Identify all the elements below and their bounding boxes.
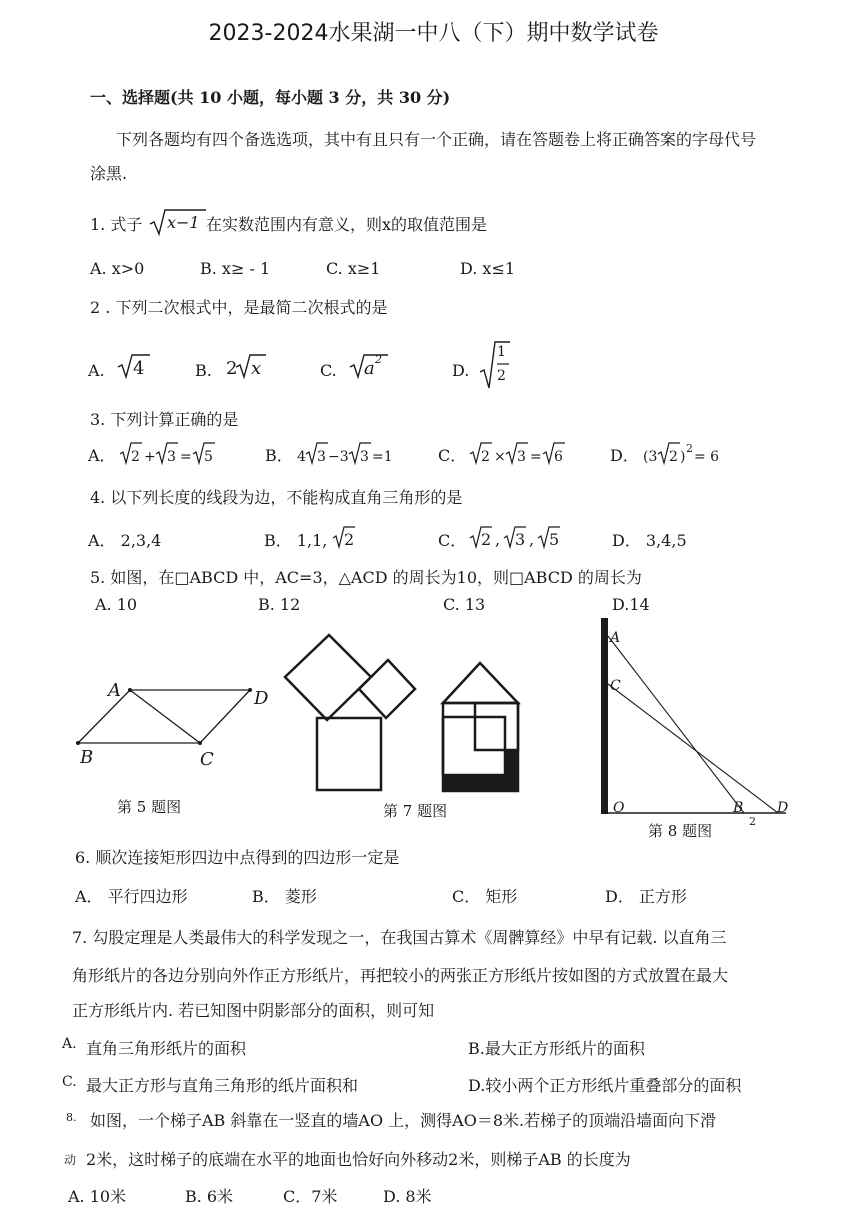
q3-d-rad: 2 [669, 449, 678, 465]
q3-stem: 3. 下列计算正确的是 [90, 410, 239, 429]
q2-label-a: A. [88, 361, 105, 380]
q3-d-exponent: 2 [686, 442, 693, 455]
q7-option-c: 最大正方形与直角三角形的纸片面积和 [86, 1076, 359, 1095]
q8-option-c: C．7米 [283, 1187, 338, 1206]
exam-title: 2023-2024水果湖一中八（下）期中数学试卷 [208, 21, 659, 46]
q4-option-a: A． 2,3,4 [88, 531, 162, 550]
house-roof [443, 663, 518, 703]
fig5-label-c: C [200, 749, 214, 770]
q2-d-numerator: 1 [497, 344, 506, 360]
q3-c-eq: = [530, 449, 542, 465]
q1-radicand: x−1 [167, 213, 200, 232]
q6-option-d: D． 正方形 [605, 887, 687, 906]
figure-7-pythagorean-squares [275, 625, 535, 825]
q2-b-radicand: x [251, 358, 262, 379]
q4-option-b-label: B． 1,1, [264, 531, 328, 550]
q8-line2: 2米，这时梯子的底端在水平的地面也恰好向外移动2米，则梯子AB 的长度为 [86, 1150, 631, 1169]
ladder-cd [608, 684, 778, 813]
fig8-label-o: O [613, 800, 625, 816]
q4-c-sep-2: , [529, 530, 535, 549]
q3-b-rad-2: 3 [360, 449, 369, 465]
q3-a-op-1: + [144, 449, 156, 465]
q7-option-a: 直角三角形纸片的面积 [86, 1039, 247, 1058]
fig8-label-d: D [777, 800, 789, 816]
instruction-line2: 涂黑. [90, 164, 128, 183]
q5-option-a: A. 10 [95, 595, 138, 614]
section-heading: 一、选择题(共 10 小题，每小题 3 分，共 30 分) [90, 88, 451, 107]
q3-d-result: = 6 [694, 449, 720, 465]
q8-option-d: D. 8米 [383, 1187, 432, 1206]
fig8-caption: 第 8 题图 [648, 822, 713, 840]
q7-line2: 角形纸片的各边分别向外作正方形纸片，再把较小的两张正方形纸片按如图的方式放置在最大 [72, 966, 729, 985]
q7-option-a-label: A. [62, 1036, 77, 1052]
q2-label-d: D. [452, 361, 470, 380]
q6-option-b: B． 菱形 [252, 887, 317, 906]
q4-option-d: D． 3,4,5 [612, 531, 687, 550]
q8-line1: 如图，一个梯子AB 斜靠在一竖直的墙AO 上，测得AO＝8米.若梯子的顶端沿墙面向下滑 [90, 1111, 717, 1130]
q3-b-rad-1: 3 [317, 449, 326, 465]
instruction-line1: 下列各题均有四个备选选项，其中有且只有一个正确，请在答题卷上将正确答案的字母代号 [116, 130, 757, 149]
q7-option-c-label: C. [62, 1074, 77, 1090]
q3-c-rad-3: 6 [554, 449, 563, 465]
q2-c-radicand: a [364, 358, 375, 379]
q2-stem: 2 . 下列二次根式中，是最简二次根式的是 [90, 298, 388, 317]
ladder-ab [608, 636, 744, 813]
q3-c-rad-2: 3 [517, 449, 526, 465]
wall [601, 618, 608, 814]
q2-c-exponent: 2 [375, 353, 382, 366]
shaded-region-right [505, 750, 518, 775]
q3-b-coef-1: 4 [297, 449, 306, 465]
square-on-leg-a [285, 635, 371, 720]
q3-a-rad-1: 2 [131, 449, 140, 465]
q5-option-c: C. 13 [443, 595, 486, 614]
q3-label-c: C． [438, 446, 467, 465]
fig5-label-a: A [108, 680, 121, 701]
q6-option-c: C． 矩形 [452, 887, 518, 906]
q6-option-a: A． 平行四边形 [75, 887, 188, 906]
q4-c-sep-1: , [495, 530, 501, 549]
square-on-hypotenuse [317, 718, 381, 790]
q3-b-result: =1 [372, 449, 393, 465]
q3-a-rad-2: 3 [167, 449, 176, 465]
q1-option-a: A. x>0 [90, 259, 145, 278]
q5-stem: 5. 如图，在□ABCD 中，AC=3，△ACD 的周长为10，则□ABCD 的周长为 [90, 568, 642, 587]
q7-option-b: B.最大正方形纸片的面积 [468, 1039, 645, 1058]
q3-a-eq: = [180, 449, 192, 465]
q8-option-b: B. 6米 [185, 1187, 234, 1206]
diagonal-ac [130, 690, 200, 743]
q2-b-coefficient: 2 [226, 358, 238, 379]
q3-b-coef-2: −3 [328, 449, 349, 465]
q5-option-d: D.14 [612, 595, 650, 614]
q5-option-b: B. 12 [258, 595, 301, 614]
q8-side-char: 动 [64, 1153, 77, 1167]
q3-c-rad-1: 2 [481, 449, 490, 465]
q7-line3: 正方形纸片内. 若已知图中阴影部分的面积，则可知 [72, 1001, 435, 1020]
q3-label-d: D． [610, 446, 639, 465]
q1-option-c: C. x≥1 [326, 259, 381, 278]
figure-8-ladder [596, 616, 796, 821]
q4-c-rad-1: 2 [481, 530, 492, 549]
square-on-leg-b [359, 660, 415, 718]
q1-suffix: 在实数范围内有意义，则x的取值范围是 [206, 215, 488, 234]
q2-a-radicand: 4 [133, 358, 145, 379]
inner-square-top [475, 703, 518, 750]
fig7-caption: 第 7 题图 [383, 802, 448, 820]
q1-option-d: D. x≤1 [460, 259, 516, 278]
q6-stem: 6. 顺次连接矩形四边中点得到的四边形一定是 [75, 848, 400, 867]
q7-option-d: D.较小两个正方形纸片重叠部分的面积 [468, 1076, 742, 1095]
fig8-label-c: C [610, 678, 621, 694]
q1-prefix: 1. 式子 [90, 215, 143, 234]
q4-option-c-label: C． [438, 531, 467, 550]
q3-d-close: ) [680, 449, 686, 465]
q2-d-denominator: 2 [497, 368, 506, 384]
fig5-label-b: B [80, 747, 94, 768]
q3-c-op: × [494, 449, 506, 465]
fig8-mark: 2 [749, 815, 756, 828]
q4-c-rad-2: 3 [515, 530, 526, 549]
fig8-label-b: B [733, 800, 744, 816]
q2-label-b: B. [195, 361, 212, 380]
q4-c-rad-3: 5 [549, 530, 560, 549]
q3-label-b: B． [265, 446, 293, 465]
q3-d-open: (3 [643, 449, 658, 465]
shaded-region-bottom [443, 775, 518, 791]
fig5-label-d: D [254, 688, 269, 709]
q2-label-c: C. [320, 361, 337, 380]
q8-number: 8. [66, 1111, 77, 1124]
q1-option-b: B. x≥ - 1 [200, 259, 271, 278]
q3-label-a: A． [88, 446, 116, 465]
q4-stem: 4. 以下列长度的线段为边，不能构成直角三角形的是 [90, 488, 463, 507]
fig5-caption: 第 5 题图 [117, 798, 182, 816]
q8-option-a: A. 10米 [68, 1187, 127, 1206]
q4-b-rad: 2 [344, 530, 355, 549]
fig8-label-a: A [610, 630, 621, 646]
q7-line1: 7. 勾股定理是人类最伟大的科学发现之一，在我国古算术《周髀算经》中早有记载. 以直角三 [72, 928, 727, 947]
q3-a-rad-3: 5 [204, 449, 213, 465]
